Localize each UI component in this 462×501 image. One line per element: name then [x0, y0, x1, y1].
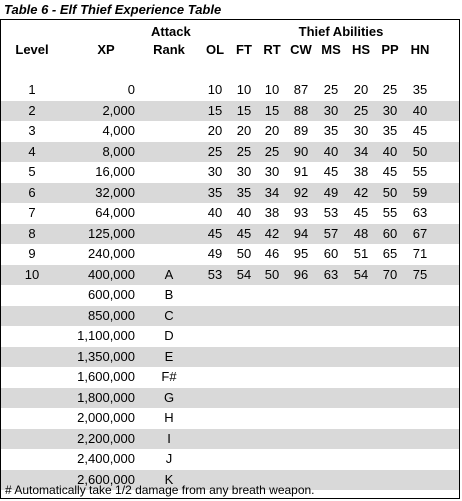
level-cell: 3	[28, 123, 36, 138]
xp-cell: 64,000	[95, 205, 135, 220]
ability-cell-ft: 30	[236, 164, 252, 179]
ability-cell-cw: 89	[293, 123, 309, 138]
ability-cell-hs: 45	[353, 205, 369, 220]
ability-cell-rt: 20	[264, 123, 280, 138]
table-row	[1, 326, 459, 347]
table-row	[1, 203, 459, 224]
ability-cell-pp: 70	[382, 266, 398, 282]
table-row	[1, 162, 459, 183]
ability-cell-ft: 15	[236, 102, 252, 118]
ability-cell-rt: 15	[264, 102, 280, 118]
thief-abilities-header: Thief Abilities	[298, 24, 384, 39]
ability-cell-rt: 10	[264, 82, 280, 97]
xp-cell: 4,000	[102, 123, 135, 138]
ability-cell-ft: 40	[236, 205, 252, 220]
ability-cell-ms: 53	[323, 205, 339, 220]
ability-cell-rt: 38	[264, 205, 280, 220]
table-row	[1, 80, 459, 101]
footnote: # Automatically take 1/2 damage from any breath weapon.	[5, 483, 315, 497]
ability-header-ol: OL	[205, 42, 225, 57]
ability-cell-pp: 25	[382, 82, 398, 97]
level-cell: 10	[24, 266, 40, 282]
ability-header-hn: HN	[410, 42, 430, 57]
xp-cell: 2,000	[102, 102, 135, 118]
ability-cell-ms: 60	[323, 246, 339, 261]
ability-cell-ft: 20	[236, 123, 252, 138]
ability-cell-hn: 75	[412, 266, 428, 282]
ability-cell-cw: 90	[293, 143, 309, 159]
ability-cell-pp: 40	[382, 143, 398, 159]
ability-cell-cw: 87	[293, 82, 309, 97]
attack-rank-cell: I	[167, 430, 171, 446]
ability-cell-hs: 20	[353, 82, 369, 97]
ability-header-ms: MS	[321, 42, 341, 57]
xp-cell: 2,200,000	[77, 430, 135, 446]
ability-cell-ms: 45	[323, 164, 339, 179]
level-cell: 5	[28, 164, 36, 179]
ability-cell-ft: 35	[236, 184, 252, 200]
ability-cell-hn: 45	[412, 123, 428, 138]
xp-cell: 850,000	[88, 307, 135, 323]
ability-cell-rt: 50	[264, 266, 280, 282]
ability-cell-cw: 96	[293, 266, 309, 282]
ability-cell-ft: 45	[236, 225, 252, 241]
attack-rank-cell: E	[164, 348, 174, 364]
ability-cell-hn: 35	[412, 82, 428, 97]
xp-cell: 240,000	[88, 246, 135, 261]
table-row	[1, 224, 459, 245]
table-row	[1, 347, 459, 368]
level-header: Level	[15, 42, 49, 57]
attack-header-line2: Rank	[153, 42, 185, 57]
level-cell: 4	[28, 143, 36, 159]
ability-cell-rt: 30	[264, 164, 280, 179]
table-caption: Table 6 - Elf Thief Experience Table	[4, 2, 222, 17]
table-row	[1, 265, 459, 286]
xp-cell: 2,400,000	[77, 451, 135, 466]
table-row	[1, 101, 459, 122]
ability-cell-hn: 40	[412, 102, 428, 118]
ability-cell-ft: 25	[236, 143, 252, 159]
ability-cell-ol: 10	[207, 82, 223, 97]
table-row	[1, 142, 459, 163]
ability-cell-pp: 35	[382, 123, 398, 138]
xp-cell: 1,800,000	[77, 389, 135, 405]
ability-cell-rt: 34	[264, 184, 280, 200]
ability-cell-cw: 93	[293, 205, 309, 220]
xp-cell: 2,600,000	[77, 471, 135, 487]
experience-table	[0, 19, 460, 499]
xp-cell: 1,350,000	[77, 348, 135, 364]
table-row	[1, 408, 459, 429]
level-cell: 1	[28, 82, 36, 97]
attack-rank-cell: F#	[161, 369, 177, 384]
ability-cell-pp: 55	[382, 205, 398, 220]
ability-cell-rt: 42	[264, 225, 280, 241]
table-row	[1, 306, 459, 327]
ability-cell-pp: 45	[382, 164, 398, 179]
level-cell: 2	[28, 102, 36, 118]
ability-cell-hn: 55	[412, 164, 428, 179]
ability-cell-ms: 30	[323, 102, 339, 118]
ability-cell-ms: 57	[323, 225, 339, 241]
table-row	[1, 244, 459, 265]
attack-rank-cell: B	[164, 287, 174, 302]
attack-rank-cell: H	[164, 410, 174, 425]
ability-cell-hs: 25	[353, 102, 369, 118]
xp-header: XP	[97, 42, 115, 57]
xp-cell: 400,000	[88, 266, 135, 282]
ability-cell-hs: 42	[353, 184, 369, 200]
ability-header-rt: RT	[263, 42, 281, 57]
ability-cell-ol: 35	[207, 184, 223, 200]
ability-header-hs: HS	[351, 42, 371, 57]
ability-cell-hn: 67	[412, 225, 428, 241]
ability-cell-hs: 34	[353, 143, 369, 159]
ability-cell-ol: 25	[207, 143, 223, 159]
ability-cell-pp: 30	[382, 102, 398, 118]
ability-cell-hs: 30	[353, 123, 369, 138]
attack-rank-cell: G	[163, 389, 175, 405]
ability-cell-ft: 10	[236, 82, 252, 97]
ability-cell-ms: 63	[323, 266, 339, 282]
table-row	[1, 388, 459, 409]
table-row	[1, 367, 459, 388]
ability-header-cw: CW	[290, 42, 312, 57]
level-cell: 8	[28, 225, 36, 241]
ability-cell-rt: 46	[264, 246, 280, 261]
attack-rank-cell: C	[164, 307, 174, 323]
ability-cell-cw: 91	[293, 164, 309, 179]
table-body	[1, 80, 459, 490]
xp-cell: 8,000	[102, 143, 135, 159]
ability-cell-rt: 25	[264, 143, 280, 159]
ability-cell-ft: 54	[236, 266, 252, 282]
xp-cell: 600,000	[88, 287, 135, 302]
xp-cell: 16,000	[95, 164, 135, 179]
ability-cell-hs: 54	[353, 266, 369, 282]
ability-cell-hs: 38	[353, 164, 369, 179]
ability-cell-ol: 49	[207, 246, 223, 261]
ability-cell-ms: 35	[323, 123, 339, 138]
ability-cell-pp: 50	[382, 184, 398, 200]
ability-cell-ms: 25	[323, 82, 339, 97]
xp-cell: 32,000	[95, 184, 135, 200]
ability-cell-ft: 50	[236, 246, 252, 261]
xp-cell: 0	[127, 82, 135, 97]
ability-cell-hn: 71	[412, 246, 428, 261]
xp-cell: 2,000,000	[77, 410, 135, 425]
ability-cell-ol: 45	[207, 225, 223, 241]
attack-rank-cell: K	[164, 471, 174, 487]
ability-cell-hn: 59	[412, 184, 428, 200]
ability-cell-cw: 95	[293, 246, 309, 261]
ability-cell-ol: 15	[207, 102, 223, 118]
xp-cell: 125,000	[88, 225, 135, 241]
ability-cell-hn: 63	[412, 205, 428, 220]
attack-rank-cell: A	[164, 266, 174, 282]
level-cell: 6	[28, 184, 36, 200]
xp-cell: 1,100,000	[77, 328, 135, 343]
ability-cell-ol: 20	[207, 123, 223, 138]
ability-cell-hs: 51	[353, 246, 369, 261]
ability-cell-cw: 88	[293, 102, 309, 118]
ability-cell-ms: 40	[323, 143, 339, 159]
table-row	[1, 121, 459, 142]
ability-cell-cw: 94	[293, 225, 309, 241]
ability-cell-ol: 30	[207, 164, 223, 179]
attack-rank-cell: D	[164, 328, 174, 343]
ability-header-pp: PP	[381, 42, 399, 57]
level-cell: 9	[28, 246, 36, 261]
ability-cell-ol: 40	[207, 205, 223, 220]
attack-rank-cell: J	[165, 451, 173, 466]
level-cell: 7	[28, 205, 36, 220]
table-row	[1, 285, 459, 306]
ability-cell-hn: 50	[412, 143, 428, 159]
ability-cell-pp: 65	[382, 246, 398, 261]
xp-cell: 1,600,000	[77, 369, 135, 384]
ability-cell-ol: 53	[207, 266, 223, 282]
table-row	[1, 449, 459, 470]
attack-header-line1: Attack	[151, 24, 191, 39]
table-row	[1, 183, 459, 204]
table-row	[1, 429, 459, 450]
ability-header-ft: FT	[236, 42, 252, 57]
ability-cell-ms: 49	[323, 184, 339, 200]
ability-cell-hs: 48	[353, 225, 369, 241]
ability-cell-pp: 60	[382, 225, 398, 241]
ability-cell-cw: 92	[293, 184, 309, 200]
